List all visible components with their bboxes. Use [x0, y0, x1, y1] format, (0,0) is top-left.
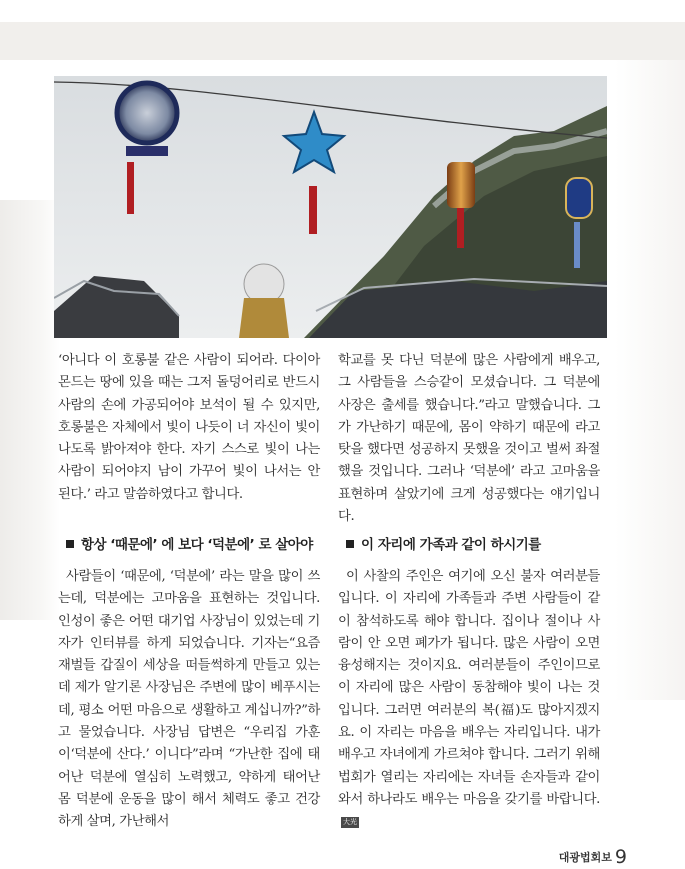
left-paper-texture [0, 200, 60, 620]
intro-left-text: ‘아니다 이 호롱불 같은 사람이 되어라. 다이아몬드는 땅에 있을 때는 그저 돌덩어리로 반드시 사람의 손에 가공되어야 보석이 될 수 있지만, 호롱불은 자체에서 빛이 나듯이 너 자신이 빛이 나도록 밝아져야 한다. 자기 스스로 빛이 나는 사람이 되어야지 남이 가꾸어 빛이 나서는 안 된다.’ 라고 말씀하였다고 합니다. [58, 353, 320, 502]
body-right-paragraph [338, 566, 600, 834]
intro-left-paragraph [58, 350, 320, 506]
section-heading-right [346, 533, 541, 553]
lantern-photo-illustration [54, 76, 607, 338]
intro-right-paragraph [338, 350, 600, 528]
publication-name: 대광법회보 [558, 851, 612, 864]
square-bullet-icon [346, 540, 354, 548]
lantern-photo [54, 76, 607, 338]
body-left-paragraph [58, 566, 320, 834]
body-left-text: 사람들이 ‘때문에, ‘덕분에’ 라는 말을 많이 쓰는데, 덕분에는 고마움을 표현하는 것입니다. 인성이 좋은 어떤 대기업 사장님이 있었는데 기자가 인터뷰를 하게 되었습니다. 기자는“요즘 재벌들 갑질이 세상을 떠들썩하게 만들고 있는데 제가 알기론 사장님은 주변에 많이 베푸시는데, 평소 어떤 마음으로 생활하고 계십니까?”하고 물었습니다. 사장님 답변은 “우리집 가훈이‘덕분에 산다.’ 이니다”라며 “가난한 집에 태어난 덕분에 열심히 노력했고, 약하게 태어난 몸 덕분에 운동을 많이 해서 체력도 좋고 건강하게 살며, 가난해서 [58, 569, 320, 830]
right-paper-texture [615, 60, 685, 700]
intro-right-text: 학교를 못 다닌 덕분에 많은 사람에게 배우고, 그 사람들을 스승같이 모셨습니다. 그 덕분에 사장은 출세를 했습니다.”라고 말했습니다. 그가 가난하기 때문에, 몸이 약하기 때문에 라고 탓을 했다면 성공하지 못했을 것이고 벌써 좌절했을 것입니다. 그러나 ‘덕분에’ 라고 고마움을 표현하며 살았기에 크게 성공했다는 얘기입니다. [338, 353, 600, 525]
page-footer [559, 846, 627, 868]
square-bullet-icon [66, 540, 74, 548]
section-heading-left-text: 항상 ‘때문에’ 에 보다 ‘덕분에’ 로 살아야 [81, 537, 313, 553]
page-number: 9 [614, 846, 627, 868]
section-heading-right-text: 이 자리에 가족과 같이 하시기를 [361, 537, 541, 553]
body-right-text: 이 사찰의 주인은 여기에 오신 불자 여러분들입니다. 이 자리에 가족들과 주변 사람들이 같이 참석하도록 해야 합니다. 집이나 절이나 사람이 안 오면 폐가가 됩니다. 많은 사람이 오면 융성해지는 것이지요. 여러분들이 주인이므로 이 자리에 많은 사람이 동참해야 빛이 나는 것입니다. 그러면 여러분의 복(福)도 많아지겠지요. 이 자리는 마음을 배우는 자리입니다. 내가 배우고 자녀에게 가르쳐야 합니다. 그러기 위해 법회가 열리는 자리에는 자녀들 손자들과 같이 와서 하나라도 배우는 마음을 갖기를 바랍니다. [338, 569, 600, 807]
top-band [0, 22, 685, 60]
end-mark: 大光 [343, 818, 357, 827]
section-heading-left [66, 533, 313, 553]
